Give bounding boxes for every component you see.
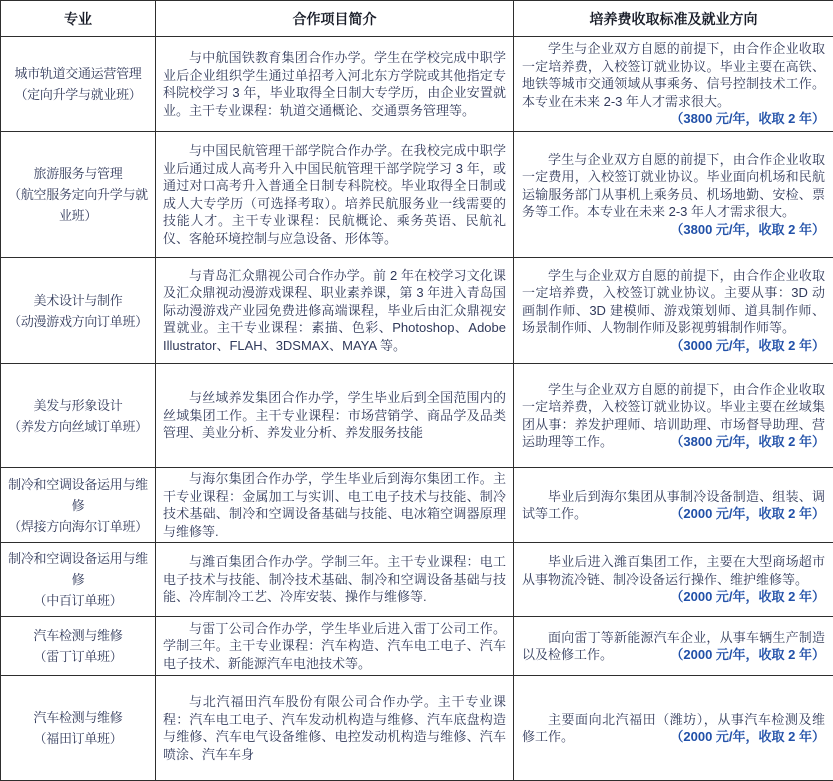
table-row [1,676,833,781]
major-class-type: （中百订单班） [4,590,152,611]
major-class-type: （养发方向丝域订单班） [4,416,152,437]
major-cell [1,132,156,258]
header-major: 专业 [1,1,156,37]
program-intro-cell [156,37,514,132]
program-intro-text: 与潍百集团合作办学。学制三年。主干专业课程：电工电子技术与技能、制冷技术基础、制冷和空调设备基础与技能、冷库制冷工艺、冷库安装、操作与维修等. [163,553,506,606]
employment-desc: 学生与企业双方自愿的前提下，由合作企业收取一定培养费，入校签订就业协议。毕业主要在丝域集团从事：养发护理师、培训助理、市场督导助理、营运助理等工作。 [522,382,825,450]
program-intro-text: 与中国民航管理干部学院合作办学。在我校完成中职学业后通过成人高考升入中国民航管理干部学院学习 3 年，或通过对口高考升入普通全日制专科院校。毕业取得全日制或成人大专学历（可选择考取）。培养民航服务业一线需要的技能人才。主干专业课程：民航概论、乘务英语、民航礼仪、客舱环境控制与应急设备、形体等。 [163,142,506,247]
employment-cell [514,258,833,364]
program-intro-cell [156,132,514,258]
employment-text [522,553,825,588]
fee-note: （2000 元/年，收取 2 年） [664,728,825,746]
program-intro-cell [156,543,514,617]
major-name: 美术设计与制作 [4,290,152,311]
employment-desc: 学生与企业双方自愿的前提下，由合作企业收取一定培养费，入校签订就业协议。主要从事：3D 动画制作师、3D 建模师、游戏策划师、道具制作师、场景制作师、人物制作师及影视剪辑制作师等。 [522,268,825,336]
employment-desc: 学生与企业双方自愿的前提下，由合作企业收取一定费用，入校签订就业协议。毕业面向机场和民航运输服务部门从事机上乘务员、机场地勤、安检、票务等工作。本专业在未来 2-3 年人才需求很大。 [522,152,825,220]
employment-text [522,40,825,110]
major-cell [1,258,156,364]
employment-cell [514,37,833,132]
major-name: 城市轨道交通运营管理 [4,63,152,84]
fee-note: （3800 元/年，收取 2 年） [664,221,825,239]
major-cell [1,364,156,468]
program-intro-cell [156,364,514,468]
major-class-type: （动漫游戏方向订单班） [4,311,152,332]
program-intro-cell [156,468,514,543]
table-row [1,468,833,543]
program-intro-text: 与中航国铁教育集团合作办学。学生在学校完成中职学业后企业组织学生通过单招考入河北东方学院或其他指定专科院校学习 3 年，毕业取得全日制大专学历，由企业安置就业。主干专业课程：轨道交通概论、交通票务管理等。 [163,49,506,119]
major-name: 美发与形象设计 [4,395,152,416]
major-name: 汽车检测与维修 [4,707,152,728]
major-cell [1,676,156,781]
major-cell [1,37,156,132]
employment-cell [514,364,833,468]
table-row [1,37,833,132]
program-intro-text: 与雷丁公司合作办学，学生毕业后进入雷丁公司工作。学制三年。主干专业课程：汽车构造、汽车电工电子、汽车电子技术、新能源汽车电池技术等。 [163,620,506,673]
employment-text [522,151,825,221]
program-intro-cell [156,258,514,364]
major-class-type: （焊接方向海尔订单班） [4,516,152,537]
major-name: 旅游服务与管理 [4,163,152,184]
employment-cell [514,132,833,258]
major-class-type: （雷丁订单班） [4,646,152,667]
major-class-type: （定向升学与就业班） [4,84,152,105]
program-intro-cell [156,676,514,781]
major-class-type: （航空服务定向升学与就业班） [4,184,152,226]
fee-note: （3800 元/年，收取 2 年） [664,433,825,451]
employment-cell [514,676,833,781]
employment-text [522,267,825,337]
major-name: 汽车检测与维修 [4,625,152,646]
table-header-row [1,1,833,37]
fee-note: （3800 元/年，收取 2 年） [664,110,825,128]
employment-cell [514,543,833,617]
employment-desc: 主要面向北汽福田（潍坊），从事汽车检测及维修工作。 [522,712,825,745]
table-row [1,617,833,676]
program-intro-text: 与海尔集团合作办学，学生毕业后到海尔集团工作。主干专业课程：金属加工与实训、电工电子技术与技能、制冷技术基础、制冷和空调设备基础与技能、电冰箱空调器原理与维修等. [163,470,506,540]
employment-desc: 毕业后进入潍百集团工作，主要在大型商场超市从事物流冷链、制冷设备运行操作、维护维修等。 [522,554,825,587]
major-name: 制冷和空调设备运用与维修 [4,548,152,590]
table-row [1,364,833,468]
header-program-intro: 合作项目简介 [156,1,514,37]
major-cell [1,468,156,543]
major-class-type: （福田订单班） [4,728,152,749]
program-intro-text: 与青岛汇众鼎视公司合作办学。前 2 年在校学习文化课及汇众鼎视动漫游戏课程、职业素养课，第 3 年进入青岛国际动漫游戏产业园免费进修高端课程，毕业后由汇众鼎视安置就业。主干专业课程：素描、色彩、Photoshop、Adobe Illustrator、FLAH、3DSMAX、MAYA 等。 [163,267,506,355]
employment-desc: 毕业后到海尔集团从事制冷设备制造、组装、调试等工作。 [522,489,825,522]
major-cell [1,543,156,617]
table-row [1,132,833,258]
employment-cell [514,617,833,676]
fee-note: （2000 元/年，收取 2 年） [664,505,825,523]
employment-desc: 学生与企业双方自愿的前提下，由合作企业收取一定培养费，入校签订就业协议。毕业主要在高铁、地铁等城市交通领域从事乘务、信号控制技术工作。本专业在未来 2-3 年人才需求很大。 [522,41,825,109]
major-name: 制冷和空调设备运用与维修 [4,474,152,516]
fee-note: （3000 元/年，收取 2 年） [664,337,825,355]
major-cell [1,617,156,676]
employment-text [522,381,825,451]
program-intro-cell [156,617,514,676]
header-fee-employment: 培养费收取标准及就业方向 [514,1,833,37]
fee-note: （2000 元/年，收取 2 年） [664,588,825,606]
program-intro-text: 与北汽福田汽车股份有限公司合作办学。主干专业课程：汽车电工电子、汽车发动机构造与维修、汽车底盘构造与维修、汽车电气设备维修、电控发动机构造与维修、汽车喷涂、汽车车身 [163,693,506,763]
employment-cell [514,468,833,543]
fee-note: （2000 元/年，收取 2 年） [664,646,825,664]
program-intro-text: 与丝域养发集团合作办学，学生毕业后到全国范围内的丝域集团工作。主干专业课程：市场营销学、商品学及品类管理、美业分析、养发业分析、养发服务技能 [163,389,506,442]
table-row [1,543,833,617]
table-row [1,258,833,364]
employment-text [522,488,825,523]
employment-text [522,629,825,664]
employment-desc: 面向雷丁等新能源汽车企业，从事车辆生产制造以及检修工作。 [522,630,825,663]
employment-text [522,711,825,746]
